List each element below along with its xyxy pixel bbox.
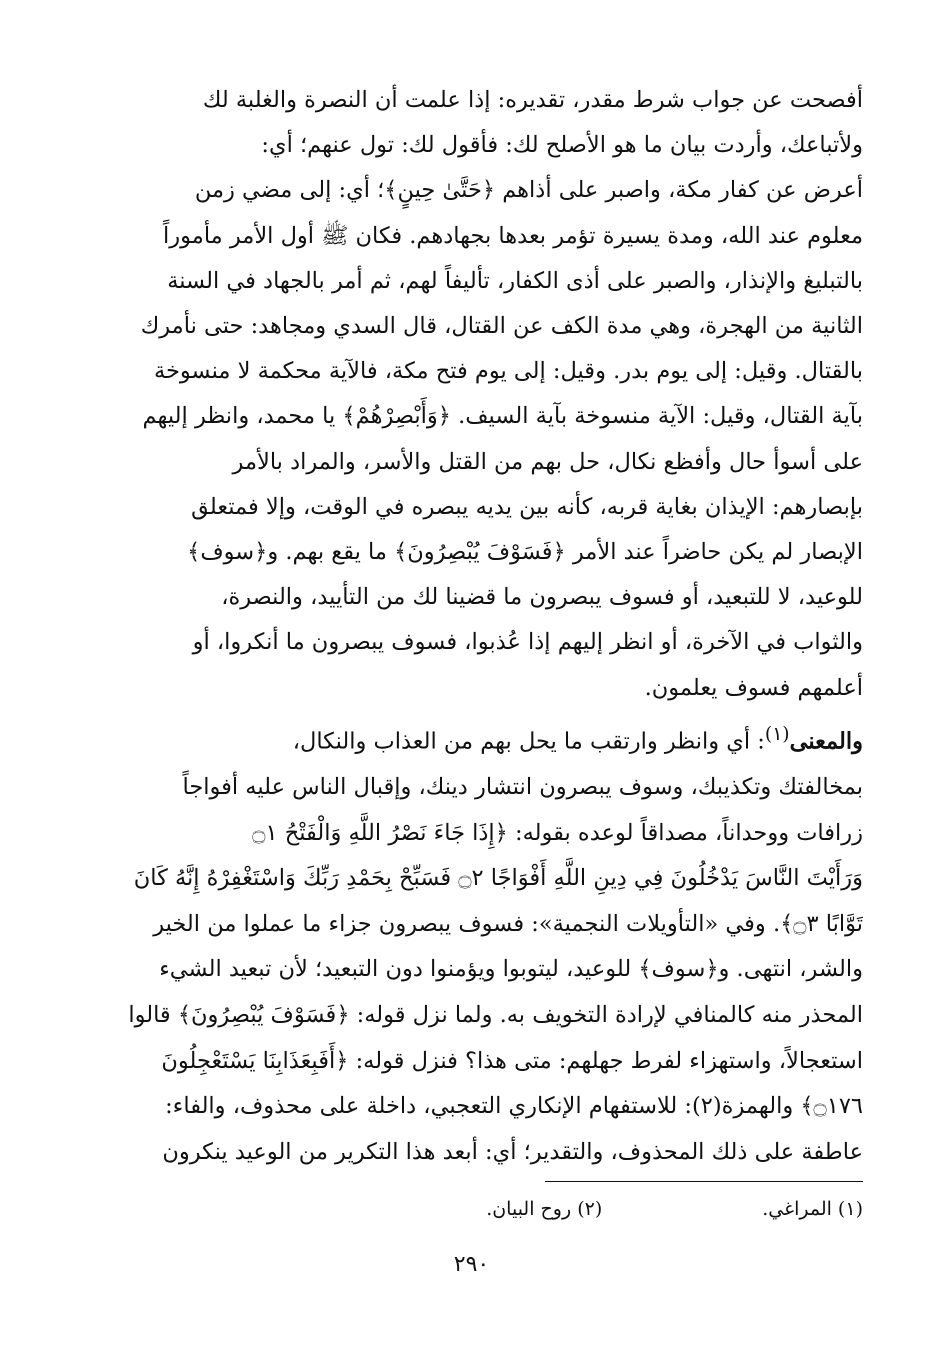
- footnote-2: (٢) روح البيان.: [486, 1198, 603, 1220]
- text-line: بالقتال. وقيل: إلى يوم بدر. وقيل: إلى يوم فتح مكة، فالآية محكمة لا منسوخة: [153, 358, 863, 385]
- page-number: ٢٩٠: [453, 1252, 490, 1277]
- text-line: والشر، انتهى. و﴿سوف﴾ للوعيد، ليتوبوا ويؤمنوا دون التبعيد؛ لأن تبعيد الشيء: [159, 956, 863, 983]
- text-line: والثواب في الآخرة، أو انظر إليهم إذا عُذبوا، فسوف يبصرون ما أنكروا، أو: [192, 629, 863, 656]
- text-line: بالتبليغ والإنذار، والصبر على أذى الكفار، تأليفاً لهم، ثم أمر بالجهاد في السنة: [167, 267, 863, 294]
- text-line: المحذر منه كالمنافي لإرادة التخويف به. ولما نزل قوله: ﴿فَسَوْفَ يُبْصِرُونَ﴾ قالوا: [128, 1002, 863, 1029]
- text-line: استعجالاً، واستهزاء لفرط جهلهم: متى هذا؟ فنزل قوله: ﴿أَفَبِعَذَابِنَا يَسْتَعْجِلُونَ: [161, 1047, 863, 1074]
- text-line: بإبصارهم: الإيذان بغاية قربه، كأنه بين يديه يبصره في الوقت، وإلا فمتعلق: [191, 493, 863, 520]
- text-line-first: [78, 712, 863, 765]
- text-line: بمخالفتك وتكذيبك، وسوف يبصرون انتشار دينك، وإقبال الناس عليه أفواجاً: [182, 774, 863, 801]
- text-line: على أسوأ حال وأفظع نكال، حل بهم من القتل والأسر، والمراد بالأمر: [232, 448, 863, 475]
- paragraph-1: [78, 78, 863, 711]
- text-line: ولأتباعك، وأردت بيان ما هو الأصلح لك: فأقول لك: تول عنهم؛ أي:: [261, 132, 863, 159]
- text-line: بآية القتال، وقيل: الآية منسوخة بآية السيف. ﴿وَأَبْصِرْهُمْ﴾ يا محمد، وانظر إليهم: [142, 403, 863, 430]
- text-line: ۝١٧٦﴾ والهمزة(٢): للاستفهام الإنكاري التعجبي، داخلة على محذوف، والفاء:: [165, 1093, 863, 1120]
- text-line: عاطفة على ذلك المحذوف، والتقدير؛ أي: أبعد هذا التكرير من الوعيد ينكرون: [162, 1138, 863, 1165]
- footnote-divider: [545, 1181, 863, 1182]
- text-line: الثانية من الهجرة، وهي مدة الكف عن القتال، قال السدي ومجاهد: حتى نأمرك: [140, 313, 863, 340]
- text-line: زرافات ووحداناً، مصداقاً لوعده بقوله: ﴿إِذَا جَاءَ نَصْرُ اللَّهِ وَالْفَتْحُ ۝١: [252, 819, 863, 846]
- text-line: أفصحت عن جواب شرط مقدر، تقديره: إذا علمت أن النصرة والغلبة لك: [202, 87, 863, 113]
- text-line: الإبصار لم يكن حاضراً عند الأمر ﴿فَسَوْفَ يُبْصِرُونَ﴾ ما يقع بهم. و﴿سوف﴾: [187, 539, 863, 566]
- footnotes: [78, 1194, 863, 1224]
- text-line: تَوَّابًا ۝٣﴾. وفي «التأويلات النجمية»: فسوف يبصرون جزاء ما عملوا من الخير: [153, 910, 863, 937]
- text-line: أعلمهم فسوف يعلمون.: [644, 674, 863, 701]
- text-line: معلوم عند الله، ومدة يسيرة تؤمر بعدها بجهادهم. فكان ﷺ أول الأمر مأموراً: [163, 222, 863, 249]
- text-line-rest: : أي وانظر وارتقب ما يحل بهم من العذاب والنكال،: [292, 728, 765, 755]
- text-line: أعرض عن كفار مكة، واصبر على أذاهم ﴿حَتَّىٰ حِينٍ﴾؛ أي: إلى مضي زمن: [194, 177, 863, 204]
- text-line: للوعيد، لا للتبعيد، أو فسوف يبصرون ما قضينا لك من التأييد، والنصرة،: [221, 584, 863, 611]
- paragraph-2: [78, 712, 863, 1175]
- footnote-marker: (١): [764, 724, 790, 745]
- text-line: وَرَأَيْتَ النَّاسَ يَدْخُلُونَ فِي دِينِ اللَّهِ أَفْوَاجًا ۝٢ فَسَبِّحْ بِحَمْدِ رَبِّكَ وَاسْتَغْفِرْهُ إِنَّهُ كَانَ: [133, 865, 863, 892]
- footnote-1: (١) المراغي.: [762, 1198, 863, 1220]
- paragraph-lead-word: والمعنى: [789, 728, 863, 755]
